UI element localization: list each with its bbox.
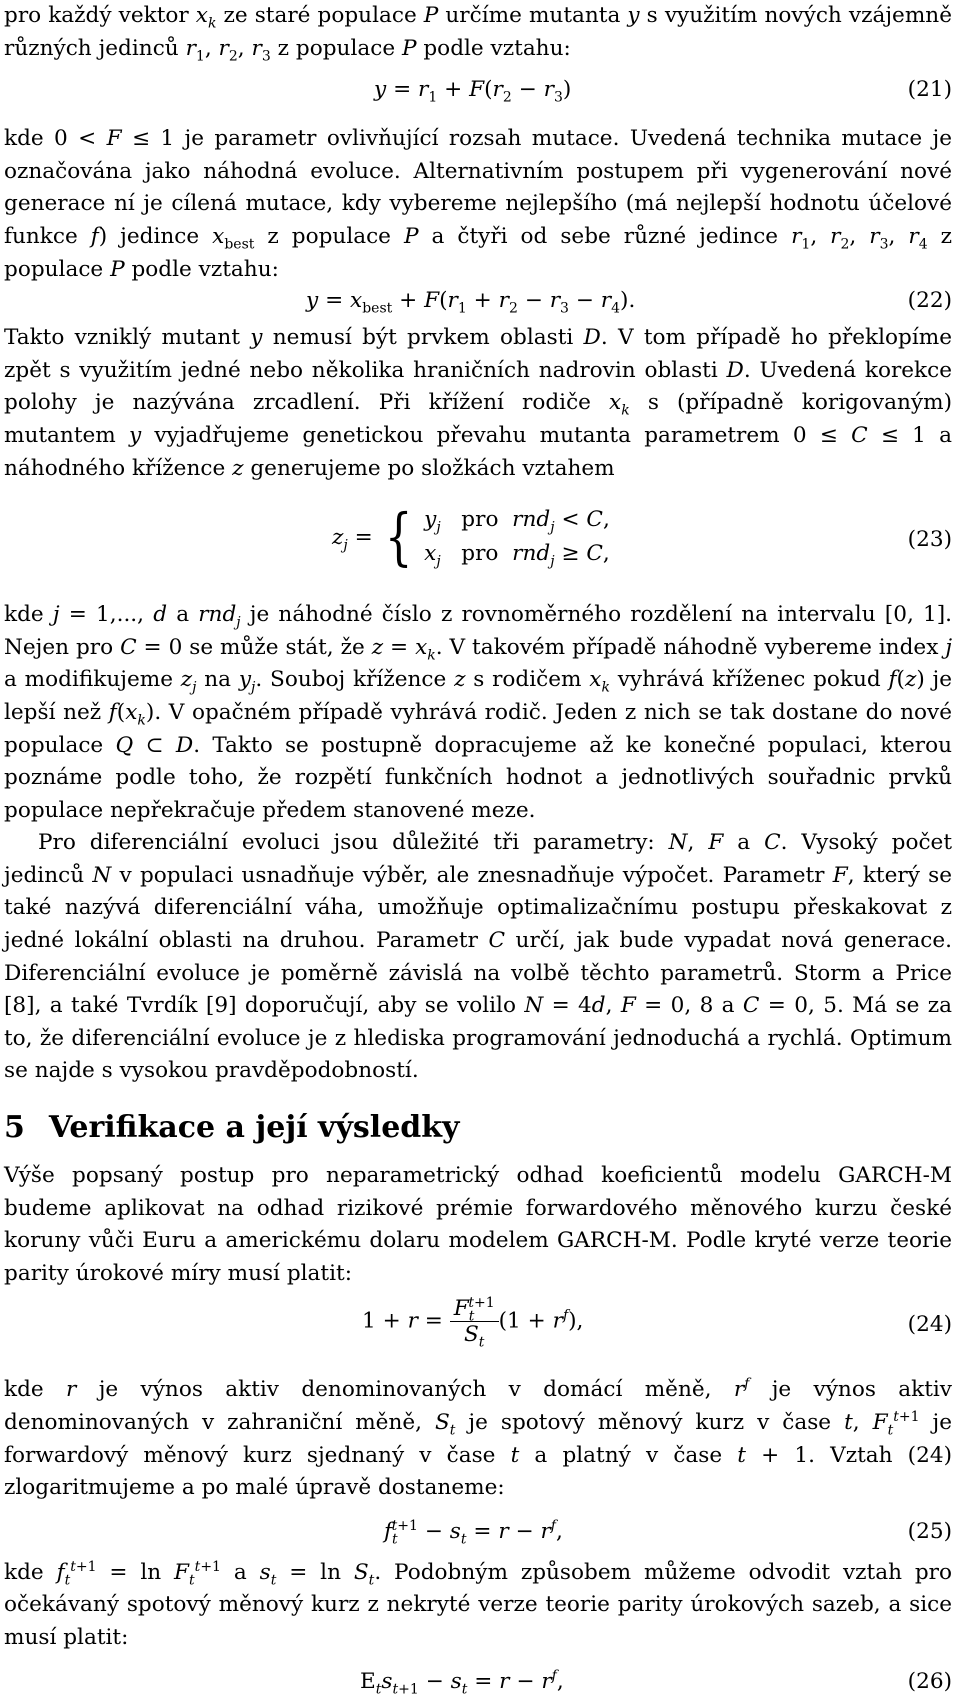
paragraph-1: pro každý vektor $x_k$ ze staré populace P určíme mutanta y s využitím nových vzájemně různých jedinců $r_1$, $r_2$, $r_3$ z populace P podle vztahu: — [4, 3, 952, 64]
equation-number: (24) — [907, 1312, 952, 1338]
equation-26: $E_ts_{t+1} - s_t = r - r^f$, (26) — [360, 1667, 952, 1697]
equation-21: $y = r_1 + F(r_2 - r_3)$ (21) — [374, 77, 952, 106]
equation-number: (25) — [907, 1518, 952, 1544]
equation-25: $f_t^{t+1} - s_t = r - r^f$, (25) — [384, 1517, 952, 1548]
paragraph-8: kde $f_t^{t+1} = \ln F_t^{t+1}$ a $s_t = \ln S_t$. Podobným způsobem můžeme odvodit vztah pro očekávaný spotový měnový kurz z nekryté verze teorie parity úrokových sazeb, a sice musí platit: — [4, 1558, 953, 1650]
paragraph-3: Takto vzniklý mutant y nemusí být prvkem oblasti D. V tom případě ho překlopíme zpět s využitím jedné nebo několika hraničních nadrovin oblasti D. Uvedená korekce polohy je nazývána zrcadlení. Při křížení rodiče $x_k$ s (případně korigovaným) mutantem y vyjadřujeme genetickou převahu mutanta parametrem 0 ≤ C ≤ 1 a náhodného křížence z generujeme po složkách vztahem — [4, 325, 953, 481]
paragraph-5: Pro diferenciální evoluci jsou důležité tři parametry: N, F a C. Vysoký počet jedinců N v populaci usnadňuje výběr, ale znesnadňuje výpočet. Parametr F, který se také nazývá diferenciální váha, umožňuje optimalizačnímu postupu přeskakovat z jedné lokální oblasti na druhou. Parametr C určí, jak bude vypadat nová generace. Diferenciální evoluce je poměrně závislá na volbě těchto parametrů. Storm a Price [8], a také Tvrdík [9] doporučují, aby se volilo N = 4d, F = 0, 8 a C = 0, 5. Má se za to, že diferenciální evoluce je z hlediska programování jednoduchá a rychlá. Optimum se najde s vysokou pravděpodobností. — [4, 830, 953, 1084]
section-title: Verifikace a její výsledky — [48, 1110, 460, 1146]
equation-number: (23) — [907, 527, 952, 553]
paper-page — [4, 0, 952, 1705]
equation-number: (21) — [907, 77, 952, 103]
equation-22: $y = x_{best} + F(r_1 + r_2 - r_3 - r_4)$. (22) — [306, 288, 952, 317]
paragraph-7: kde r je výnos aktiv denominovaných v domácí měně, $r^f$ je výnos aktiv denominovaných v zahraniční měně, $S_t$ je spotový měnový kurz v čase t, $F_t^{t+1}$ je forwardový měnový kurz sjednaný v čase t a platný v čase t + 1. Vztah (24) zlogaritmujeme a po malé úpravě dostaneme: — [4, 1376, 952, 1501]
equation-24: 1 + r = $\frac{F_t^{t+1}}{S_t}$ $(1 + r^f)$, (24) — [362, 1295, 952, 1351]
section-number: 5 — [4, 1110, 25, 1146]
equation-number: (26) — [907, 1668, 952, 1694]
equation-number: (22) — [907, 288, 952, 314]
paragraph-2: kde 0 < F ≤ 1 je parametr ovlivňující rozsah mutace. Uvedená technika mutace je označována jako náhodná evoluce. Alternativním postupem při vygenerování nové generace ní je cílená mutace, kdy vybereme nejlepšího (má nejlepší hodnotu účelové funkce f) jedince $x_{best}$ z populace P a čtyři od sebe různé jedince $r_1$, $r_2$, $r_3$, $r_4$ z populace P podle vztahu: — [4, 126, 953, 282]
section-heading — [4, 1108, 952, 1148]
equation-23: $z_j$ = { $y_j$ pro rnd$_j$ < C, $x_j$ pro rnd$_j$ ≥ C, (23) — [332, 500, 952, 574]
paragraph-4: kde j = 1,..., d a rnd$_j$ je náhodné číslo z rovnoměrného rozdělení na intervalu [0, 1]. Nejen pro C = 0 se může stát, že $z = x_k$. V takovém případě náhodně vybereme index j a modifikujeme $z_j$ na $y_j$. Souboj křížence z s rodičem $x_k$ vyhrává kříženec pokud f(z) je lepší než $f(x_k)$. V opačném případě vyhrává rodič. Jeden z nich se tak dostane do nové populace Q ⊂ D. Takto se postupně dopracujeme až ke konečné populaci, kterou poznáme podle toho, že rozpětí funkčních hodnot a jednotlivých souřadnic prvků populace nepřekračuje předem stanovené meze. — [4, 602, 953, 823]
paragraph-6: Výše popsaný postup pro neparametrický odhad koeficientů modelu GARCH-M budeme aplikovat na odhad rizikové prémie forwardového měnového kurzu české koruny vůči Euru a americkému dolaru modelem GARCH-M. Podle kryté verze teorie parity úrokové míry musí platit: — [4, 1163, 952, 1286]
